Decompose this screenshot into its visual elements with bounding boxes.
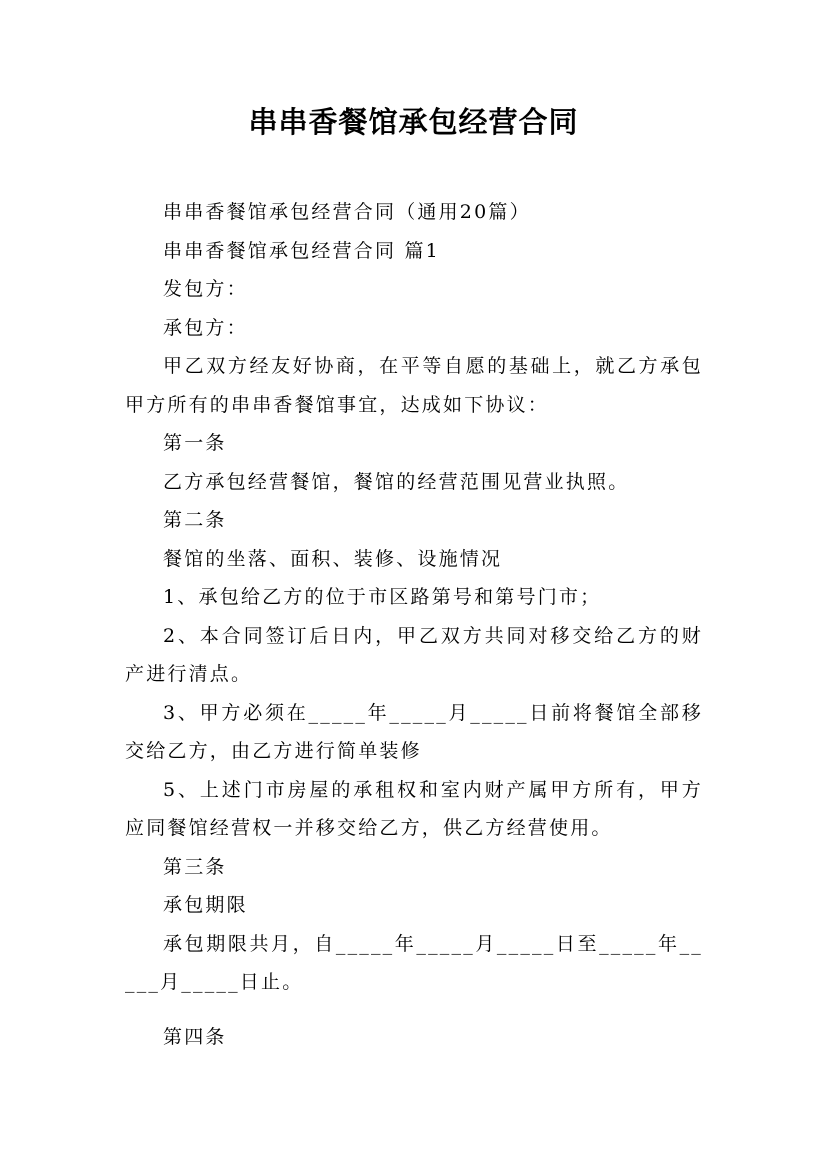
paragraph-contractor: 承包方： [163,316,248,339]
article-1-body: 乙方承包经营餐馆，餐馆的经营范围见营业执照。 [163,470,630,493]
article-2-item-1: 1、承包给乙方的位于市区路第号和第号门市； [163,586,602,608]
article-3-body: 承包期限共月，自_____年_____月_____日至_____年_____月_____日止。 [125,932,703,993]
article-2-item-5: 5、上述门市房屋的承租权和室内财产属甲方所有，甲方应同餐馆经营权一并移交给乙方，供乙方经营使用。 [125,778,703,839]
article-4-heading: 第四条 [163,1025,227,1048]
article-3-subtitle: 承包期限 [163,894,248,916]
paragraph-part-heading: 串串香餐馆承包经营合同 篇1 [163,239,440,262]
article-2-item-2: 2、本合同签订后日内，甲乙双方共同对移交给乙方的财产进行清点。 [125,624,703,685]
article-2-subtitle: 餐馆的坐落、面积、装修、设施情况 [163,547,503,570]
document-title: 串串香餐馆承包经营合同 [248,105,579,139]
article-2-heading: 第二条 [163,509,227,531]
paragraph-subtitle: 串串香餐馆承包经营合同（通用20篇） [163,201,531,223]
paragraph-preamble: 甲乙双方经友好协商，在平等自愿的基础上，就乙方承包甲方所有的串串香餐馆事宜，达成如下协议： [125,355,703,416]
article-1-heading: 第一条 [163,432,227,454]
article-2-item-3: 3、甲方必须在_____年_____月_____日前将餐馆全部移交给乙方，由乙方进行简单装修 [125,701,703,762]
document-body [125,193,703,1056]
article-3-heading: 第三条 [163,855,227,878]
paragraph-issuer: 发包方： [163,278,248,300]
paragraph-spacer [125,1002,703,1018]
